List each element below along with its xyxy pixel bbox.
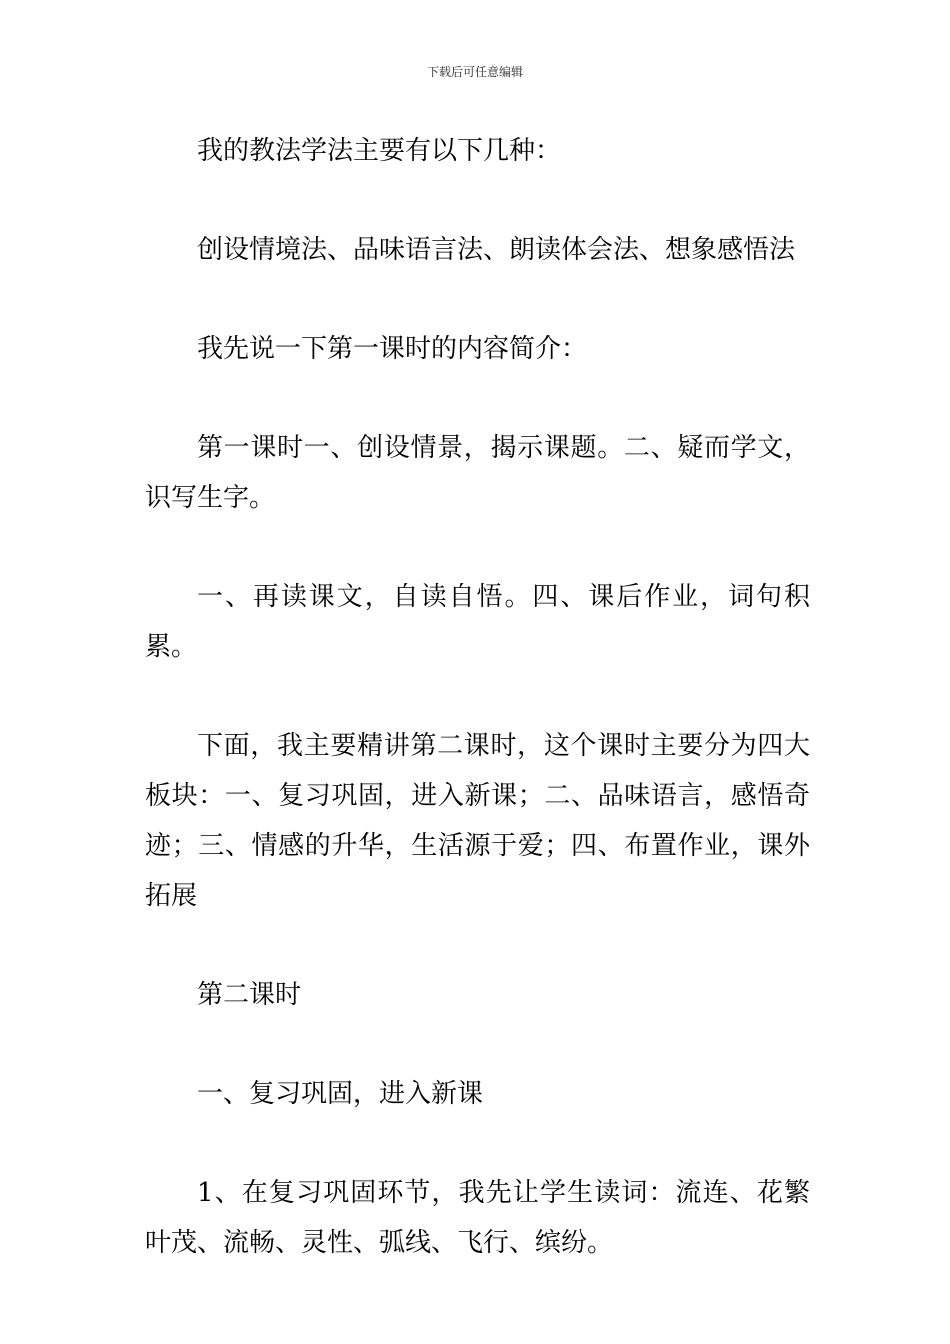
page-header: 下载后可任意编辑 bbox=[426, 65, 523, 79]
paragraph-spacer bbox=[145, 275, 810, 324]
paragraph-spacer bbox=[145, 176, 810, 225]
paragraph-spacer bbox=[145, 374, 810, 423]
paragraph-spacer bbox=[145, 1119, 810, 1168]
paragraph-spacer bbox=[145, 672, 810, 721]
paragraph-review-words: 1、在复习巩固环节，我先让学生读词：流连、花繁叶茂、流畅、灵性、弧线、飞行、缤纷。 bbox=[145, 1178, 810, 1258]
paragraph-methods-intro: 我的教法学法主要有以下几种： bbox=[197, 136, 562, 166]
paragraph-lesson1-steps: 第一课时一、创设情景，揭示课题。二、疑而学文，识写生字。 bbox=[145, 433, 810, 513]
subsection-heading-review: 一、复习巩固，进入新课 bbox=[197, 1079, 484, 1109]
paragraph-spacer bbox=[145, 523, 810, 572]
section-heading-lesson2: 第二课时 bbox=[197, 980, 302, 1010]
paragraph-lesson1-more-steps: 一、再读课文，自读自悟。四、课后作业，词句积累。 bbox=[145, 582, 810, 662]
paragraph-spacer bbox=[145, 1020, 810, 1069]
document-body bbox=[145, 126, 810, 1268]
paragraph-lesson2-overview: 下面，我主要精讲第二课时，这个课时主要分为四大板块：一、复习巩固，进入新课；二、品味语言，感悟奇迹；三、情感的升华，生活源于爱；四、布置作业，课外拓展 bbox=[145, 731, 810, 911]
paragraph-lesson1-intro: 我先说一下第一课时的内容简介： bbox=[197, 334, 588, 364]
paragraph-spacer bbox=[145, 921, 810, 970]
paragraph-methods-list: 创设情境法、品味语言法、朗读体会法、想象感悟法 bbox=[197, 235, 796, 265]
